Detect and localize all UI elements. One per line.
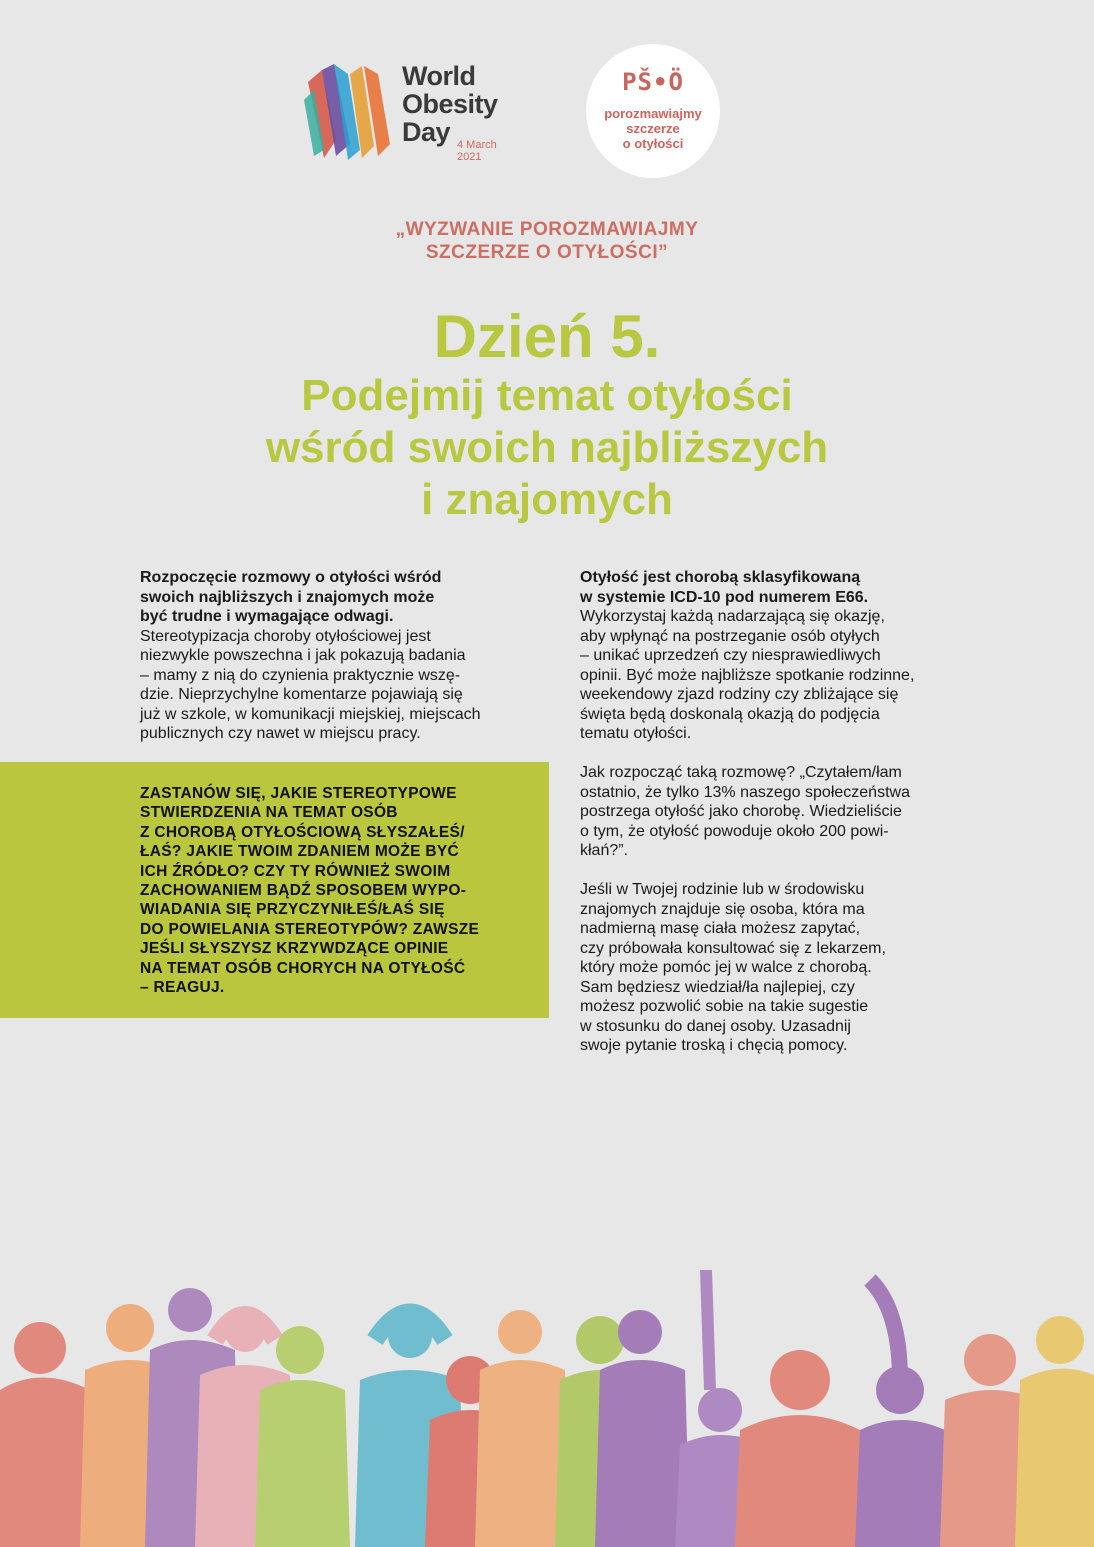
title-line: wśród swoich najbliższych — [265, 423, 829, 472]
page-title — [0, 304, 1094, 526]
callout-text: ZASTANÓW SIĘ, JAKIE STEREOTYPOWE STWIERDZENIA NA TEMAT OSÓB Z CHOROBĄ OTYŁOŚCIOWĄ SŁYSZAŁEŚ/ ŁAŚ? JAKIE TWOIM ZDANIEM MOŻE BYĆ ICH ŹRÓDŁO? CZY TY RÓWNIEŻ SWOIM ZACHOWANIEM BĄDŹ SPOSOBEM WYPO- WIADANIA SIĘ PRZYCZYNIŁEŚ/ŁAŚ SIĘ DO POWIELANIA STEREOTYPÓW? ZAWSZE JEŚLI SŁYSZYSZ KRZYWDZĄCE OPINIE NA TEMAT OSÓB CHORYCH NA OTYŁOŚĆ – REAGUJ. — [140, 785, 480, 997]
callout-box — [0, 762, 549, 1018]
text-line: ostatnio, że tylko 13% naszego społeczeństwa — [580, 783, 910, 801]
text-line: który może pomóc jej w walce z chorobą. — [580, 959, 872, 976]
text-line: w stosunku do danej osoby. Uzasadnij — [580, 1017, 851, 1035]
title-day: Dzień 5. — [433, 303, 661, 370]
logo-bar — [0, 44, 1094, 184]
text-line: czy próbowała konsultować się z lekarzem, — [580, 939, 886, 957]
text-line: możesz pozwolić sobie na takie sugestie — [580, 998, 869, 1015]
text-line: tematu otyłości. — [580, 725, 692, 742]
text-line: Wykorzystaj każdą nadarzającą się okazję, — [580, 608, 885, 625]
left-column — [140, 568, 540, 744]
text-line: Jeśli w Twojej rodzinie lub w środowisku — [580, 881, 865, 898]
text-line: niezwykle powszechna i jak pokazują badania — [140, 647, 466, 664]
text-line: święta będą doskonalą okazją do podjęcia — [580, 705, 880, 723]
crowd-illustration — [0, 1270, 1094, 1547]
text-line: swoje pytanie troską i chęcią pomocy. — [580, 1037, 848, 1054]
pso-tagline: porozmawiajmy szczerze o otyłości — [604, 106, 702, 151]
text-line: – mamy z nią do czynienia praktycznie wszę- — [140, 666, 461, 684]
text-line: o tym, że otyłość powoduje około 200 powi- — [580, 822, 889, 840]
wod-date: 4 March 2021 — [457, 139, 497, 163]
text-line: Otyłość jest chorobą sklasyfikowaną — [580, 569, 861, 586]
pso-mark: PŠ•Ö — [622, 68, 684, 96]
text-line: publicznych czy nawet w miejscu pracy. — [140, 725, 421, 742]
text-line: w systemie ICD-10 pod numerem E66. — [580, 588, 869, 606]
text-line: znajomych znajduje się osoba, która ma — [580, 900, 865, 918]
text-line: opinii. Być może najbliższe spotkanie rodzinne, — [580, 666, 915, 684]
title-line: i znajomych — [421, 475, 673, 524]
text-line: Sam będziesz wiedział/ła najlepiej, czy — [580, 978, 855, 996]
text-line: Jak rozpocząć taką rozmowę? „Czytałem/łam — [580, 764, 902, 781]
right-column — [580, 568, 980, 1056]
text-line: aby wpłynąć na postrzeganie osób otyłych — [580, 627, 880, 645]
text-line: swoich najbliższych i znajomych może — [140, 588, 435, 606]
text-line: dzie. Nieprzychylne komentarze pojawiają się — [140, 686, 463, 703]
text-line: Rozpoczęcie rozmowy o otyłości wśród — [140, 569, 442, 586]
challenge-heading: „WYZWANIE POROZMAWIAJMY SZCZERZE O OTYŁOŚCI” — [395, 219, 699, 263]
text-line: postrzega otyłość jako chorobę. Wiedzieliście — [580, 803, 902, 820]
text-line: weekendowy zjazd rodziny czy zbliżające się — [580, 686, 899, 703]
world-obesity-day-logo — [302, 60, 522, 180]
text-line: kłań?”. — [580, 842, 629, 859]
text-line: być trudne i wymagające odwagi. — [140, 608, 394, 625]
text-line: już w szkole, w komunikacji miejskiej, miejscach — [140, 705, 481, 723]
text-line: nadmierną masę ciała możesz zapytać, — [580, 920, 861, 937]
wod-title: World Obesity Day — [402, 61, 498, 147]
text-line: Stereotypizacja choroby otyłościowej jest — [140, 627, 431, 645]
text-line: – unikać uprzedzeń czy niesprawiedliwych — [580, 647, 881, 664]
wod-ribbon-icon — [302, 60, 397, 164]
title-line: Podejmij temat otyłości — [301, 371, 793, 420]
pso-logo — [586, 44, 720, 178]
